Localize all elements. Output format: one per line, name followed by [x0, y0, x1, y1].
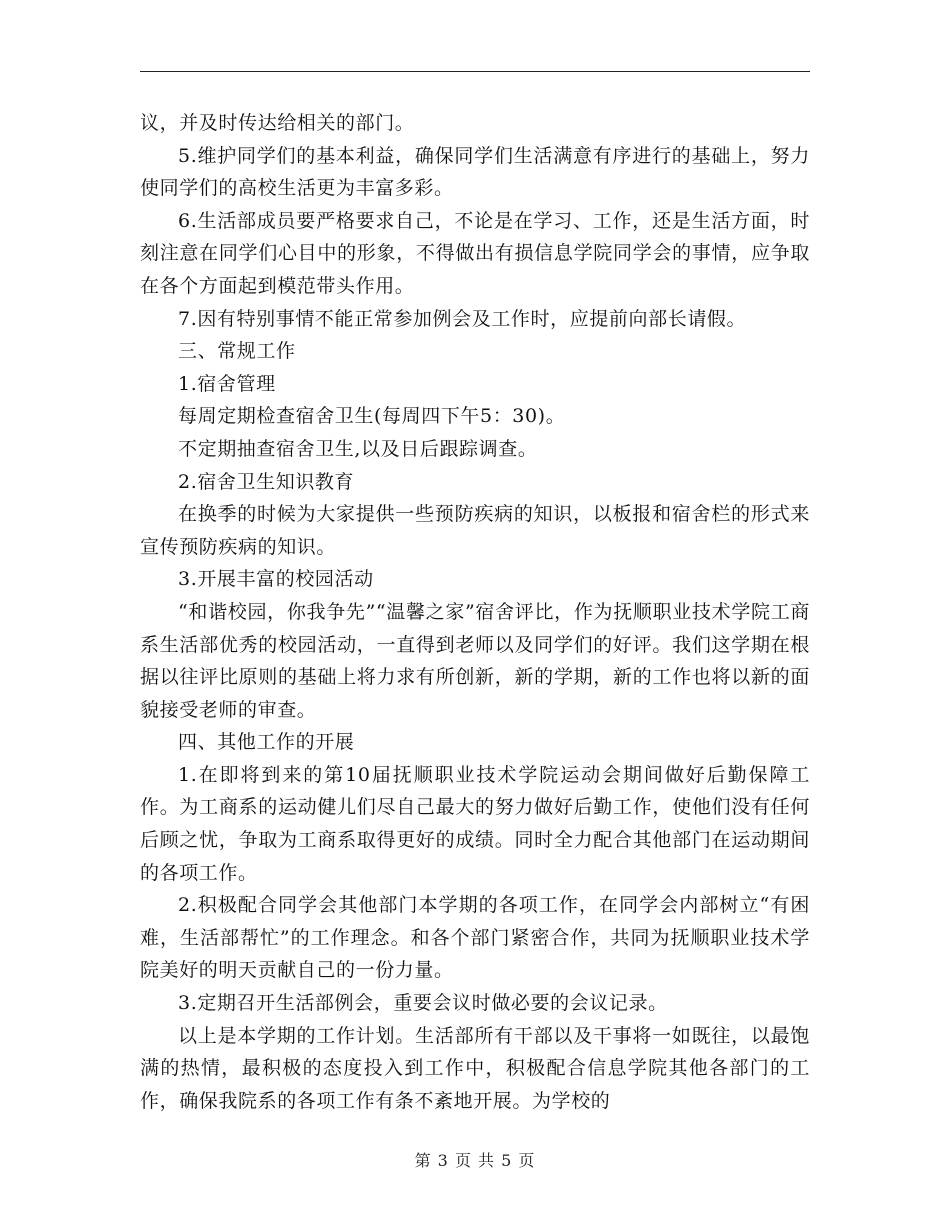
paragraph: 每周定期检查宿舍卫生(每周四下午5：30)。 [178, 405, 566, 428]
page-number-footer: 第 3 页 共 5 页 [414, 1151, 536, 1170]
subsection-heading: 2.宿舍卫生知识教育 [178, 470, 355, 493]
paragraph: 以上是本学期的工作计划。生活部所有干部以及干事将一如既往，以最饱满的热情，最积极的态度投入到工作中，积极配合信息学院其他各部门的工作，确保我院系的各项工作有条不紊地开展。为学校的 [140, 1024, 810, 1112]
section-heading: 四、其他工作的开展 [178, 731, 355, 754]
section-heading: 三、常规工作 [178, 340, 296, 363]
subsection-heading: 3.开展丰富的校园活动 [178, 568, 374, 591]
document-body [140, 107, 810, 1117]
header-rule [140, 71, 810, 72]
subsection-heading: 1.宿舍管理 [178, 372, 276, 395]
paragraph: 7.因有特别事情不能正常参加例会及工作时，应提前向部长请假。 [178, 307, 747, 330]
paragraph: 3.定期召开生活部例会，重要会议时做必要的会议记录。 [178, 992, 668, 1015]
paragraph: 在换季的时候为大家提供一些预防疾病的知识，以板报和宿舍栏的形式来宣传预防疾病的知识。 [140, 503, 810, 558]
paragraph: 不定期抽查宿舍卫生,以及日后跟踪调查。 [178, 437, 538, 460]
paragraph: 议，并及时传达给相关的部门。 [140, 112, 415, 134]
paragraph: 1.在即将到来的第10届抚顺职业技术学院运动会期间做好后勤保障工作。为工商系的运动健儿们尽自己最大的努力做好后勤工作，使他们没有任何后顾之忧，争取为工商系取得更好的成绩。同时全力配合其他部门在运动期间的各项工作。 [140, 763, 810, 884]
paragraph: 6.生活部成员要严格要求自己，不论是在学习、工作，还是生活方面，时刻注意在同学们心目中的形象，不得做出有损信息学院同学会的事情，应争取在各个方面起到模范带头作用。 [140, 209, 810, 297]
paragraph: “和谐校园，你我争先”“温馨之家”宿舍评比，作为抚顺职业技术学院工商系生活部优秀的校园活动，一直得到老师以及同学们的好评。我们这学期在根据以往评比原则的基础上将力求有所创新，新的学期，新的工作也将以新的面貌接受老师的审查。 [140, 600, 810, 721]
paragraph: 5.维护同学们的基本利益，确保同学们生活满意有序进行的基础上，努力使同学们的高校生活更为丰富多彩。 [140, 144, 810, 200]
paragraph: 2.积极配合同学会其他部门本学期的各项工作，在同学会内部树立“有困难，生活部帮忙”的工作理念。和各个部门紧密合作，共同为抚顺职业技术学院美好的明天贡献自己的一份力量。 [140, 894, 810, 982]
